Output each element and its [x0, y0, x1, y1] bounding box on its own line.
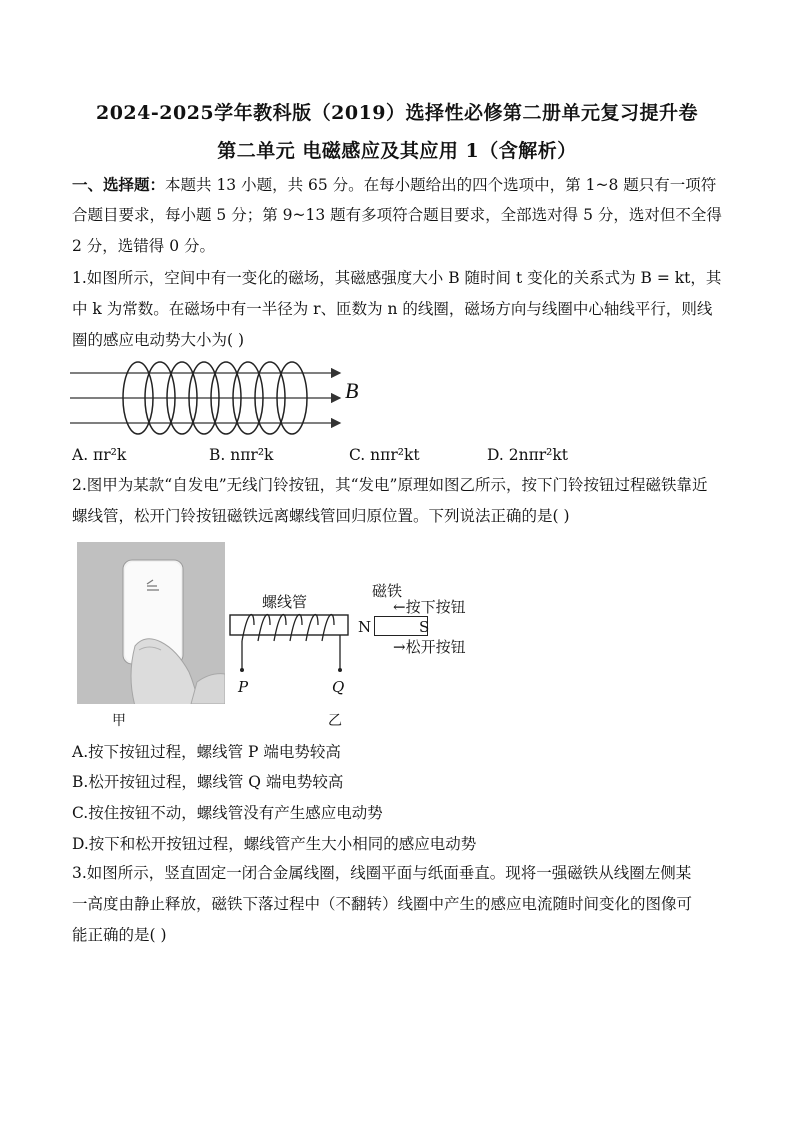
solenoid-label: 螺线管	[262, 593, 308, 611]
terminal-dot-q	[338, 668, 342, 672]
section-instructions-line-3: 2 分，选错得 0 分。	[72, 237, 216, 255]
doorbell-photo	[77, 542, 225, 704]
q2-option-d[interactable]: D.按下和松开按钮过程，螺线管产生大小相同的感应电动势	[72, 835, 477, 853]
terminal-dot-p	[240, 668, 244, 672]
terminal-q-label: Q	[332, 678, 345, 696]
q1-stem-line-1: 1.如图所示，空间中有一变化的磁场，其磁感强度大小 B 随时间 t 变化的关系式为 B = kt，其	[72, 269, 722, 287]
section-instructions-line-1	[72, 175, 722, 195]
figure-label-jia: 甲	[112, 713, 126, 729]
q2-option-c[interactable]: C.按住按钮不动，螺线管没有产生感应电动势	[72, 804, 383, 822]
q1-stem-line-2: 中 k 为常数。在磁场中有一半径为 r、匝数为 n 的线圈，磁场方向与线圈中心轴线平行，则线	[72, 300, 713, 318]
q1-option-d[interactable]: D. 2nπr²kt	[487, 446, 569, 464]
section-text-1: 本题共 13 小题，共 65 分。在每小题给出的四个选项中，第 1~8 题只有一项符	[165, 176, 717, 194]
figure-label-yi: 乙	[328, 713, 342, 729]
magnet-label: 磁铁	[372, 582, 403, 600]
section-heading: 一、选择题：	[72, 175, 166, 194]
q1-option-c[interactable]: C. nπr²kt	[349, 446, 420, 464]
q2-option-b[interactable]: B.松开按钮过程，螺线管 Q 端电势较高	[72, 773, 344, 791]
q3-stem-line-3: 能正确的是( )	[72, 926, 167, 944]
q3-stem-line-2: 一高度由静止释放，磁铁下落过程中（不翻转）线圈中产生的感应电流随时间变化的图像可	[72, 895, 693, 913]
document-title: 2024-2025学年教科版（2019）选择性必修第二册单元复习提升卷	[95, 102, 699, 124]
magnetic-field-label: B	[345, 378, 359, 403]
q2-option-a[interactable]: A.按下按钮过程，螺线管 P 端电势较高	[72, 743, 341, 761]
q1-stem-line-3: 圈的感应电动势大小为( )	[72, 331, 245, 349]
document-subtitle: 第二单元 电磁感应及其应用 1（含解析）	[217, 140, 577, 162]
q3-stem-line-1: 3.如图所示，竖直固定一闭合金属线圈，线圈平面与纸面垂直。现将一强磁铁从线圈左侧某	[72, 864, 692, 882]
magnet-pole-s: S	[419, 618, 430, 636]
release-direction-label: →松开按钮	[393, 638, 466, 656]
press-direction-label: ←按下按钮	[393, 598, 466, 616]
q1-option-b[interactable]: B. nπr²k	[209, 446, 274, 464]
q1-coil-figure	[70, 352, 380, 438]
q2-stem-line-1: 2.图甲为某款“自发电”无线门铃按钮，其“发电”原理如图乙所示，按下门铃按钮过程磁铁靠近	[72, 476, 708, 494]
terminal-p-label: P	[238, 678, 249, 696]
section-instructions-line-2: 合题目要求，每小题 5 分；第 9~13 题有多项符合题目要求，全部选对得 5 分，选对但不全得	[72, 206, 722, 224]
solenoid-windings	[242, 614, 334, 641]
q1-option-a[interactable]: A. πr²k	[72, 446, 127, 464]
q2-stem-line-2: 螺线管，松开门铃按钮磁铁远离螺线管回归原位置。下列说法正确的是( )	[72, 507, 570, 525]
magnet-pole-n: N	[358, 618, 372, 636]
